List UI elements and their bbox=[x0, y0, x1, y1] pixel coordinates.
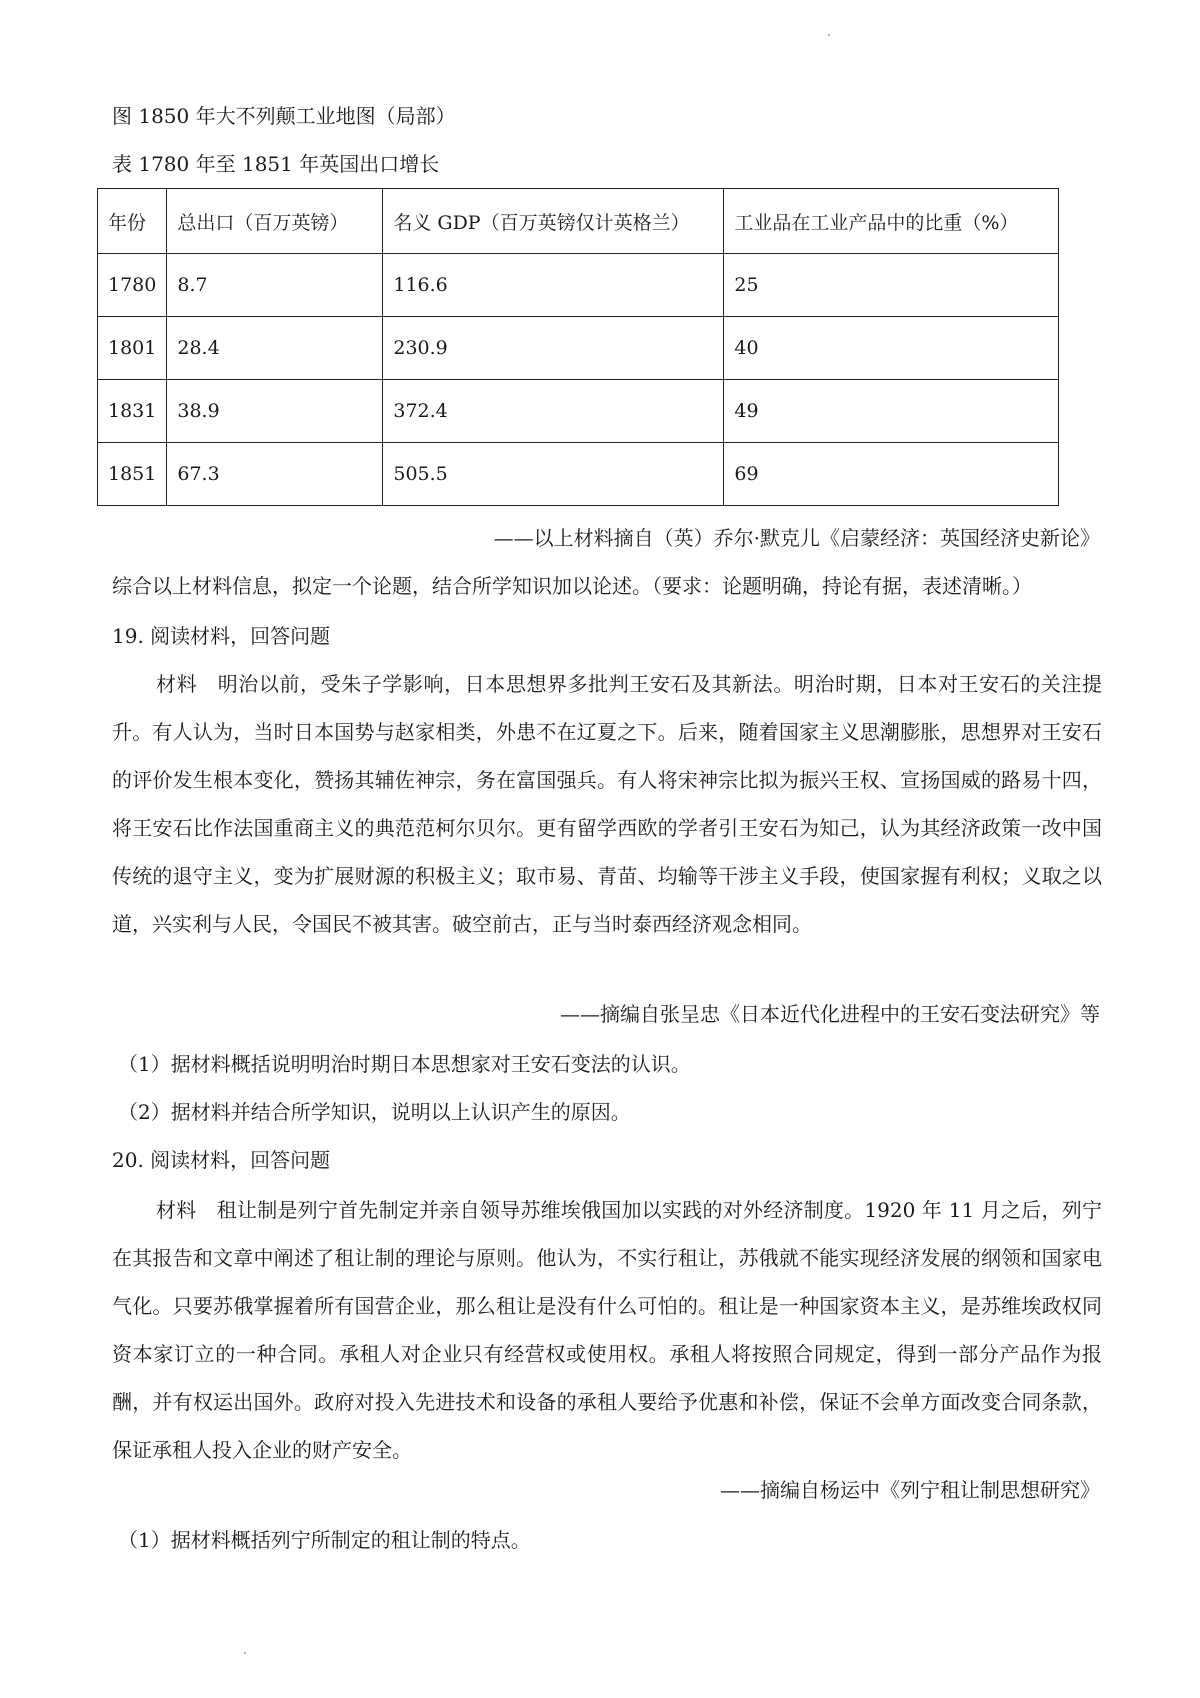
table-row bbox=[98, 443, 1059, 506]
table-row bbox=[98, 317, 1059, 380]
table-row bbox=[98, 254, 1059, 317]
q20-material-text: 材料 租让制是列宁首先制定并亲自领导苏维埃俄国加以实践的对外经济制度。1920 年 11 月之后，列宁在其报告和文章中阐述了租让制的理论与原则。他认为，不实行租让，苏俄就不能实现经济发展的纲领和国家电气化。只要苏俄掌握着所有国营企业，那么租让是没有什么可怕的。租让是一种国家资本主义，是苏维埃政权同资本家订立的一种合同。承租人对企业只有经营权或使用权。承租人将按照合同规定，得到一部分产品作为报酬，并有权运出国外。政府对投入先进技术和设备的承租人要给予优惠和补偿，保证不会单方面改变合同条款，保证承租人投入企业的财产安全。 bbox=[112, 1198, 1102, 1462]
cell-industrial-share: 25 bbox=[724, 254, 1059, 317]
header-industrial-share: 工业品在工业产品中的比重（%） bbox=[724, 189, 1059, 254]
scan-speck bbox=[828, 34, 830, 36]
cell-industrial-share: 69 bbox=[724, 443, 1059, 506]
q19-subquestion-1: （1）据材料概括说明明治时期日本思想家对王安石变法的认识。 bbox=[118, 1052, 691, 1076]
table-caption: 表 1780 年至 1851 年英国出口增长 bbox=[112, 152, 440, 176]
q19-title: 19. 阅读材料，回答问题 bbox=[112, 624, 331, 648]
cell-year: 1801 bbox=[98, 317, 167, 380]
cell-industrial-share: 49 bbox=[724, 380, 1059, 443]
scan-speck bbox=[244, 1652, 246, 1654]
cell-year: 1780 bbox=[98, 254, 167, 317]
q20-title: 20. 阅读材料，回答问题 bbox=[112, 1148, 331, 1172]
table-source: ——以上材料摘自（英）乔尔·默克儿《启蒙经济：英国经济史新论》 bbox=[493, 526, 1100, 550]
header-year: 年份 bbox=[98, 189, 167, 254]
q18-task: 综合以上材料信息，拟定一个论题，结合所学知识加以论述。（要求：论题明确，持论有据，表述清晰。） bbox=[112, 574, 1032, 598]
cell-year: 1851 bbox=[98, 443, 167, 506]
cell-industrial-share: 40 bbox=[724, 317, 1059, 380]
q19-source: ——摘编自张呈忠《日本近代化进程中的王安石变法研究》等 bbox=[560, 1002, 1100, 1026]
cell-nominal-gdp: 372.4 bbox=[383, 380, 724, 443]
cell-nominal-gdp: 505.5 bbox=[383, 443, 724, 506]
q20-subquestion-1: （1）据材料概括列宁所制定的租让制的特点。 bbox=[118, 1528, 531, 1552]
figure-caption: 图 1850 年大不列颠工业地图（局部） bbox=[112, 104, 456, 128]
header-total-export: 总出口（百万英镑） bbox=[167, 189, 383, 254]
q19-material bbox=[112, 660, 1102, 948]
cell-nominal-gdp: 230.9 bbox=[383, 317, 724, 380]
q19-subquestion-2: （2）据材料并结合所学知识，说明以上认识产生的原因。 bbox=[118, 1100, 631, 1124]
header-nominal-gdp: 名义 GDP（百万英镑仅计英格兰） bbox=[383, 189, 724, 254]
export-growth-table bbox=[97, 188, 1059, 506]
cell-total-export: 8.7 bbox=[167, 254, 383, 317]
q19-material-text: 材料 明治以前，受朱子学影响，日本思想界多批判王安石及其新法。明治时期，日本对王安石的关注提升。有人认为，当时日本国势与赵家相类，外患不在辽夏之下。后来，随着国家主义思潮膨胀，思想界对王安石的评价发生根本变化，赞扬其辅佐神宗，务在富国强兵。有人将宋神宗比拟为振兴王权、宣扬国威的路易十四，将王安石比作法国重商主义的典范范柯尔贝尔。更有留学西欧的学者引王安石为知己，认为其经济政策一改中国传统的退守主义，变为扩展财源的积极主义；取市易、青苗、均输等干涉主义手段，使国家握有利权；义取之以道，兴实利与人民，令国民不被其害。破空前古，正与当时泰西经济观念相同。 bbox=[112, 672, 1102, 936]
q20-source: ——摘编自杨运中《列宁租让制思想研究》 bbox=[720, 1478, 1100, 1502]
cell-total-export: 28.4 bbox=[167, 317, 383, 380]
table-header-row bbox=[98, 189, 1059, 254]
cell-year: 1831 bbox=[98, 380, 167, 443]
cell-total-export: 67.3 bbox=[167, 443, 383, 506]
q20-material bbox=[112, 1186, 1102, 1474]
cell-nominal-gdp: 116.6 bbox=[383, 254, 724, 317]
cell-total-export: 38.9 bbox=[167, 380, 383, 443]
table-row bbox=[98, 380, 1059, 443]
